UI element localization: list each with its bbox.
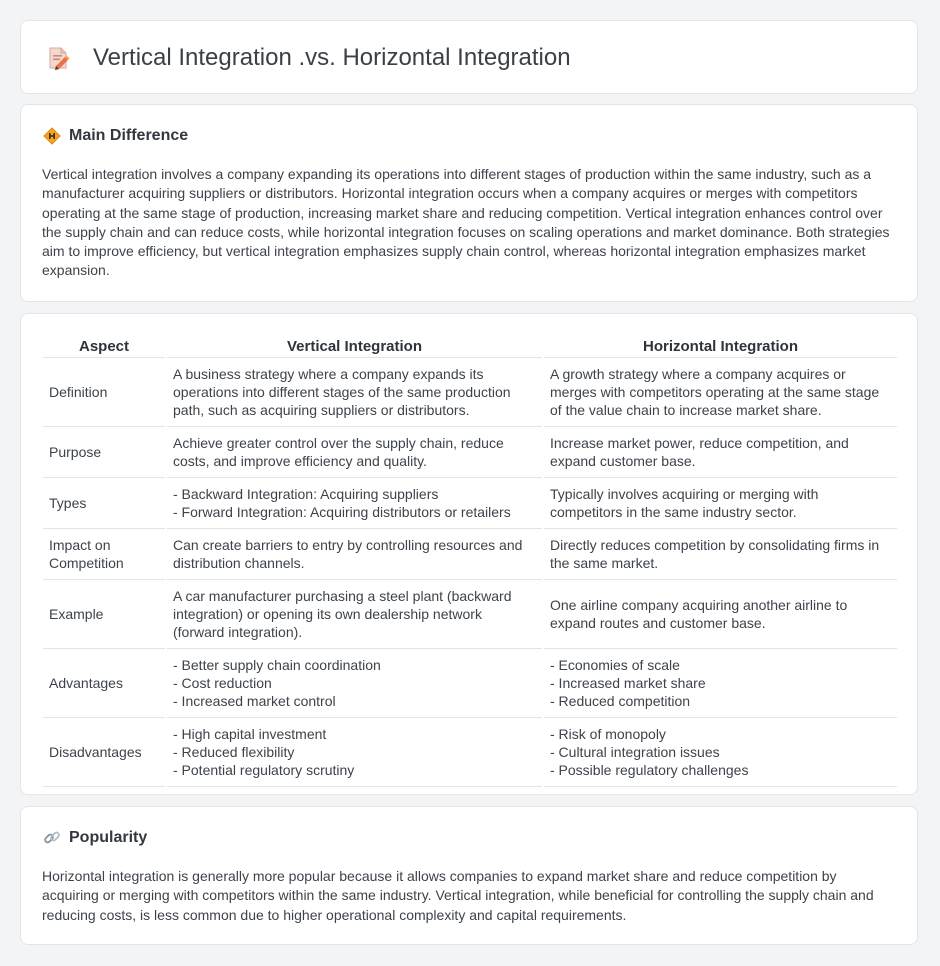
comparison-card bbox=[20, 313, 918, 795]
vertical-cell-line: A car manufacturer purchasing a steel plant (backward integration) or opening its own dealership network (forward integration). bbox=[173, 588, 512, 640]
title-card bbox=[20, 20, 918, 94]
horizontal-cell-line: One airline company acquiring another airline to expand routes and customer base. bbox=[550, 597, 848, 631]
vertical-cell bbox=[167, 358, 542, 427]
vertical-cell-line: - High capital investment bbox=[173, 726, 327, 742]
comparison-table bbox=[41, 334, 899, 787]
vertical-cell bbox=[167, 580, 542, 649]
horizontal-cell bbox=[544, 649, 897, 718]
horizontal-cell-line: Directly reduces competition by consolidating firms in the same market. bbox=[550, 537, 880, 571]
table-header-row bbox=[43, 334, 897, 358]
horizontal-cell-line: - Increased market share bbox=[550, 675, 706, 691]
vertical-cell bbox=[167, 427, 542, 478]
header-vertical: Vertical Integration bbox=[167, 334, 542, 358]
aspect-cell: Impact on Competition bbox=[43, 529, 165, 580]
vertical-cell-line: - Cost reduction bbox=[173, 675, 272, 691]
popularity-header bbox=[43, 829, 147, 847]
header-aspect: Aspect bbox=[43, 334, 165, 358]
horizontal-cell bbox=[544, 427, 897, 478]
vertical-cell bbox=[167, 529, 542, 580]
horizontal-cell-line: - Possible regulatory challenges bbox=[550, 762, 749, 778]
table-body bbox=[43, 358, 897, 787]
main-difference-header bbox=[43, 127, 188, 145]
main-difference-card bbox=[20, 104, 918, 302]
horizontal-cell bbox=[544, 358, 897, 427]
header-horizontal: Horizontal Integration bbox=[544, 334, 897, 358]
horizontal-cell bbox=[544, 529, 897, 580]
vertical-cell-line: - Increased market control bbox=[173, 693, 336, 709]
vertical-cell bbox=[167, 478, 542, 529]
aspect-cell: Types bbox=[43, 478, 165, 529]
vertical-cell-line: - Forward Integration: Acquiring distributors or retailers bbox=[173, 504, 511, 520]
popularity-card bbox=[20, 806, 918, 945]
vertical-cell-line: A business strategy where a company expands its operations into different stages of the same production path, such as acquiring suppliers or distributors. bbox=[173, 366, 511, 418]
vertical-cell-line: - Reduced flexibility bbox=[173, 744, 295, 760]
table-row bbox=[43, 427, 897, 478]
aspect-cell: Definition bbox=[43, 358, 165, 427]
table-row bbox=[43, 478, 897, 529]
vertical-cell bbox=[167, 718, 542, 787]
page-title: Vertical Integration .vs. Horizontal Integration bbox=[93, 44, 571, 71]
diamond-road-sign-icon bbox=[43, 127, 61, 145]
aspect-cell: Advantages bbox=[43, 649, 165, 718]
table-row bbox=[43, 529, 897, 580]
vertical-cell-line: Can create barriers to entry by controlling resources and distribution channels. bbox=[173, 537, 523, 571]
table-row bbox=[43, 580, 897, 649]
aspect-cell: Purpose bbox=[43, 427, 165, 478]
horizontal-cell-line: - Reduced competition bbox=[550, 693, 691, 709]
vertical-cell-line: - Better supply chain coordination bbox=[173, 657, 381, 673]
popularity-text: Horizontal integration is generally more popular because it allows companies to expand market share and reduce competition by acquiring or merging with competitors within the same industry. Vertical integration, while beneficial for controlling the supply chain and reducing costs, is less common due to higher operational complexity and capital requirements. bbox=[42, 868, 874, 923]
vertical-cell-line: - Backward Integration: Acquiring suppliers bbox=[173, 486, 439, 502]
title-row bbox=[45, 43, 571, 73]
main-difference-title: Main Difference bbox=[69, 127, 189, 144]
aspect-cell: Example bbox=[43, 580, 165, 649]
link-icon bbox=[43, 829, 61, 847]
horizontal-cell-line: Typically involves acquiring or merging with competitors in the same industry sector. bbox=[550, 486, 819, 520]
horizontal-cell-line: A growth strategy where a company acquires or merges with competitors operating at the same stage of the value chain to increase market share. bbox=[550, 366, 880, 418]
horizontal-cell bbox=[544, 580, 897, 649]
vertical-cell bbox=[167, 649, 542, 718]
vertical-cell-line: - Potential regulatory scrutiny bbox=[173, 762, 355, 778]
table-row bbox=[43, 358, 897, 427]
main-difference-text: Vertical integration involves a company expanding its operations into different stages of production within the same industry, such as a manufacturer acquiring suppliers or distributors. Horizontal integration occurs when a company acquires or merges with competitors operating at the same stage of production, increasing market share and reducing competition. Vertical integration enhances control over the supply chain and can reduce costs, while horizontal integration focuses on scaling operations and market dominance. Both strategies aim to improve efficiency, but vertical integration emphasizes supply chain control, whereas horizontal integration emphasizes market expansion. bbox=[42, 166, 890, 279]
table-row bbox=[43, 718, 897, 787]
document-pencil-icon bbox=[45, 45, 71, 71]
vertical-cell-line: Achieve greater control over the supply chain, reduce costs, and improve efficiency and quality. bbox=[173, 435, 504, 469]
horizontal-cell-line: - Cultural integration issues bbox=[550, 744, 720, 760]
horizontal-cell bbox=[544, 478, 897, 529]
popularity-title: Popularity bbox=[69, 829, 148, 846]
horizontal-cell-line: - Risk of monopoly bbox=[550, 726, 666, 742]
horizontal-cell bbox=[544, 718, 897, 787]
aspect-cell: Disadvantages bbox=[43, 718, 165, 787]
horizontal-cell-line: - Economies of scale bbox=[550, 657, 680, 673]
horizontal-cell-line: Increase market power, reduce competition, and expand customer base. bbox=[550, 435, 849, 469]
table-row bbox=[43, 649, 897, 718]
